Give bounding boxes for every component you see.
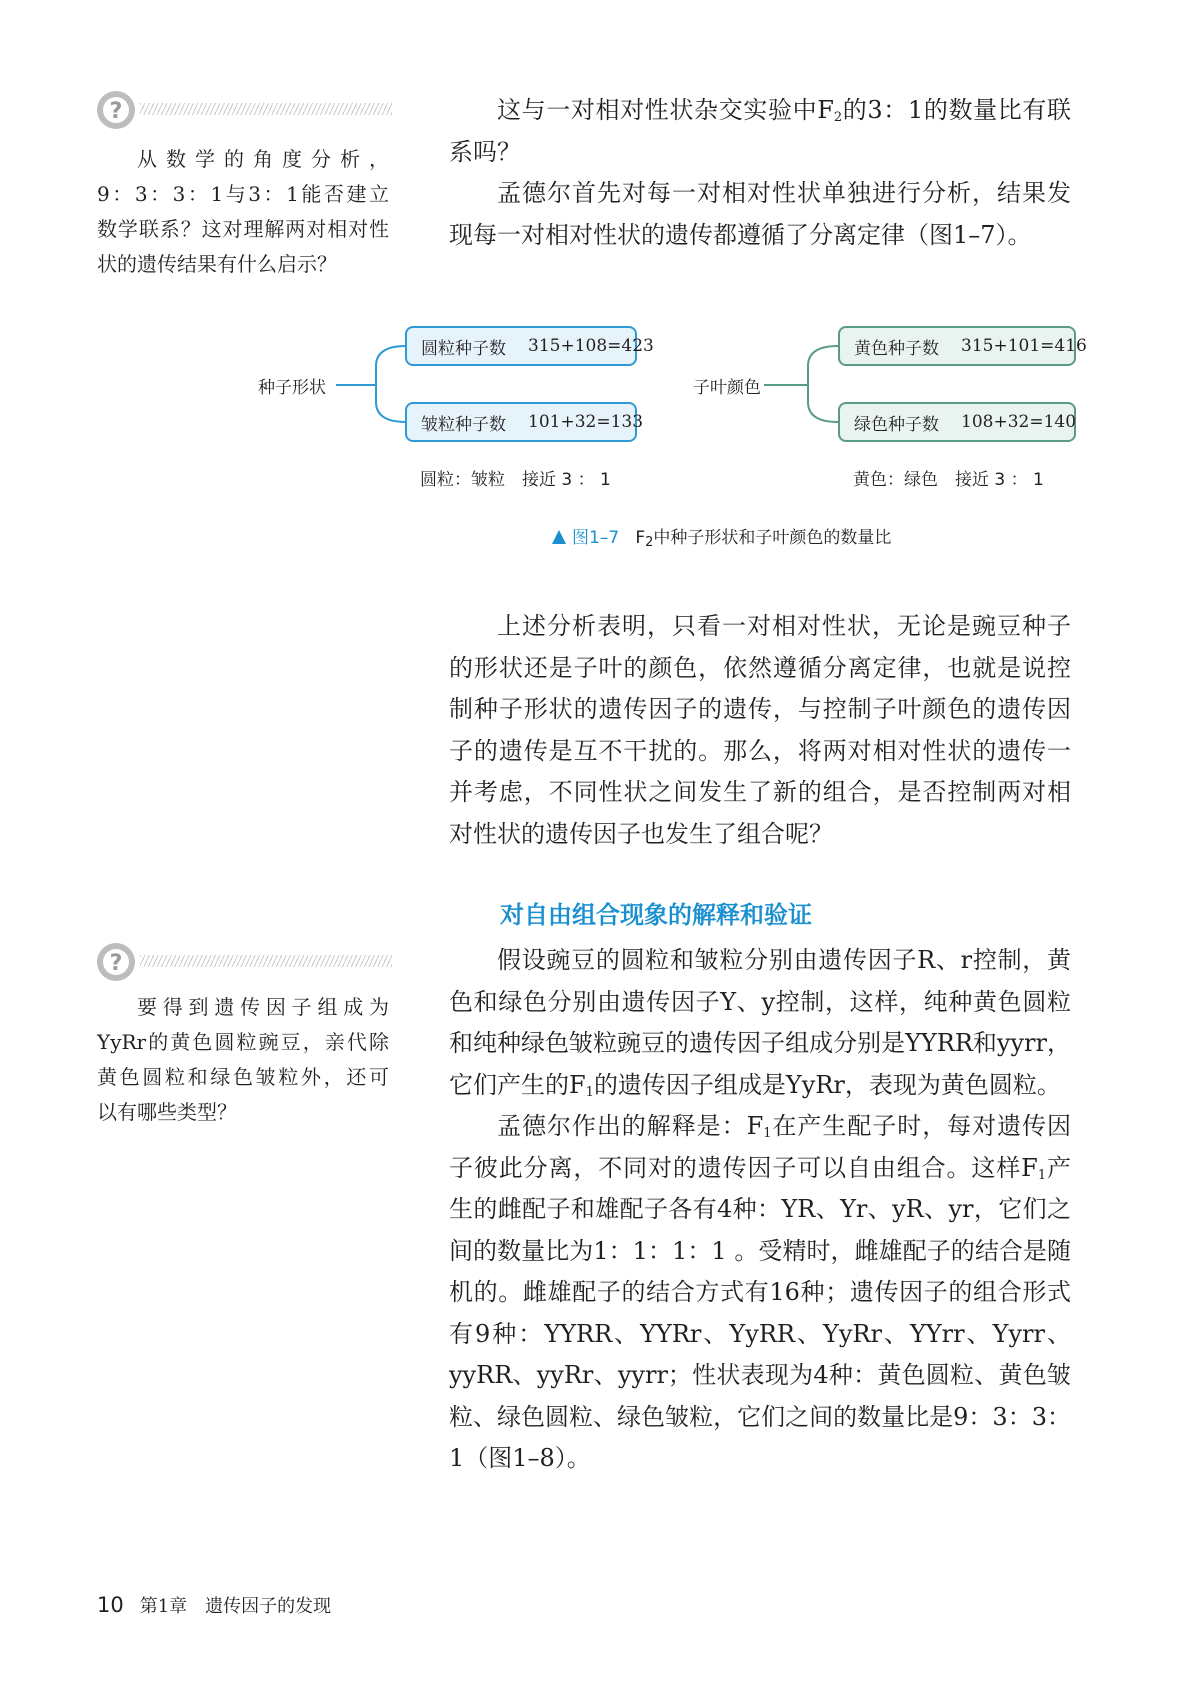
text-run: 产生的雌配子和雄配子各有4种：YR、Yr、yR、yr，它们之间的数量比为1：1：1：1 。受精时，雌雄配子的结合是随机的。雌雄配子的结合方式有16种；遗传因子的组合形式有9种：YYRR、YYRr、YyRR、YyRr、YYrr、Yyrr、yyRR、yyRr、yyrr；性状表现为4种：黄色圆粒、黄色皱粒、绿色圆粒、绿色皱粒，它们之间的数量比是9：3：3：1（图1–8）。 <box>449 1153 1072 1472</box>
chapter-title: 第1章 遗传因子的发现 <box>139 1596 332 1617</box>
paragraph: 上述分析表明，只看一对相对性状，无论是豌豆种子的形状还是子叶的颜色，依然遵循分离定律，也就是说控制种子形状的遗传因子的遗传，与控制子叶颜色的遗传因子的遗传是互不干扰的。那么，将两对相对性状的遗传一并考虑，不同性状之间发生了新的组合，是否控制两对相对性状的遗传因子也发生了组合呢？ <box>449 612 1071 848</box>
sidebar-line: 从数学的角度分析， <box>137 147 389 171</box>
sidebar-line: 黄色圆粒和绿色皱粒外，还可 <box>97 1065 389 1089</box>
text-run: 假设豌豆的圆粒和皱粒分别由遗传因子R、r控制，黄色和绿色分别由遗传因子Y、y控制，这样，纯种黄色圆粒和纯种绿色皱粒豌豆的遗传因子组成分别是YYRR和yyrr，它们产生的F <box>449 946 1071 1099</box>
page-number: 10 <box>97 1593 124 1617</box>
figure-connectors <box>0 0 1191 520</box>
box-label: 绿色种子数 <box>854 414 939 435</box>
tree-root-cotyledon-color: 子叶颜色 <box>693 378 761 398</box>
question-mark-icon <box>96 942 136 982</box>
ratio-label-color: 黄色：绿色 接近 3 ： 1 <box>853 470 1044 490</box>
main-text-bottom <box>449 940 1071 1480</box>
subscript: 1 <box>763 1126 772 1141</box>
text-run: 中种子形状和子叶颜色的数量比 <box>653 528 892 548</box>
box-value: 315+108=423 <box>528 336 654 356</box>
figure-caption <box>552 523 891 548</box>
box-value: 108+32=140 <box>961 412 1077 432</box>
sidebar-line: 9：3：3：1与3：1能否建立 <box>97 182 389 206</box>
text-run: 的3：1的数量比有联系吗？ <box>449 96 1071 166</box>
box-green-seed-count <box>838 402 1076 442</box>
sidebar-rule <box>140 955 392 967</box>
section-title: 对自由组合现象的解释和验证 <box>500 901 812 929</box>
figure-number: 图1–7 <box>572 528 620 548</box>
sidebar-question-text <box>97 990 389 1130</box>
main-text-middle <box>449 606 1071 855</box>
box-label: 皱粒种子数 <box>421 414 506 435</box>
box-label: 黄色种子数 <box>854 338 939 359</box>
subscript: 2 <box>833 110 843 125</box>
triangle-marker-icon <box>552 530 566 544</box>
ratio-label-shape: 圆粒：皱粒 接近 3 ： 1 <box>420 470 611 490</box>
box-label: 圆粒种子数 <box>421 338 506 359</box>
svg-text:?: ? <box>109 99 123 124</box>
subscript: 2 <box>645 535 654 550</box>
text-run: 在产生配子时，每对遗传因子彼此分离，不同对的遗传因子可以自由组合。这样F <box>449 1112 1072 1182</box>
text-run: 这与一对相对性状杂交实验中F <box>497 96 834 124</box>
paragraph <box>449 940 1071 1106</box>
sidebar-line: 数学联系？这对理解两对相对性 <box>97 217 389 241</box>
paragraph: 孟德尔首先对每一对相对性状单独进行分析，结果发现每一对相对性状的遗传都遵循了分离定律（图1–7）。 <box>449 179 1071 249</box>
paragraph <box>449 1106 1071 1480</box>
sidebar-line: 要得到遗传因子组成为 <box>137 995 389 1019</box>
text-run: 的遗传因子组成是YyRr，表现为黄色圆粒。 <box>593 1070 1061 1099</box>
box-value: 315+101=416 <box>961 336 1087 356</box>
subscript: 1 <box>585 1084 594 1100</box>
text-run: 孟德尔作出的解释是：F <box>497 1112 764 1140</box>
subscript: 1 <box>1037 1167 1047 1183</box>
sidebar-line: 状的遗传结果有什么启示？ <box>97 252 337 276</box>
box-yellow-seed-count <box>838 326 1087 366</box>
tree-root-seed-shape: 种子形状 <box>258 378 326 398</box>
page-footer <box>97 1592 331 1618</box>
text-run: F <box>635 528 646 548</box>
sidebar-line: YyRr的黄色圆粒豌豆，亲代除 <box>97 1030 389 1054</box>
sidebar-line: 以有哪些类型？ <box>97 1100 237 1124</box>
box-value: 101+32=133 <box>528 412 644 432</box>
box-round-seed-count <box>405 326 654 366</box>
box-wrinkled-seed-count <box>405 402 644 442</box>
svg-text:?: ? <box>109 951 123 976</box>
